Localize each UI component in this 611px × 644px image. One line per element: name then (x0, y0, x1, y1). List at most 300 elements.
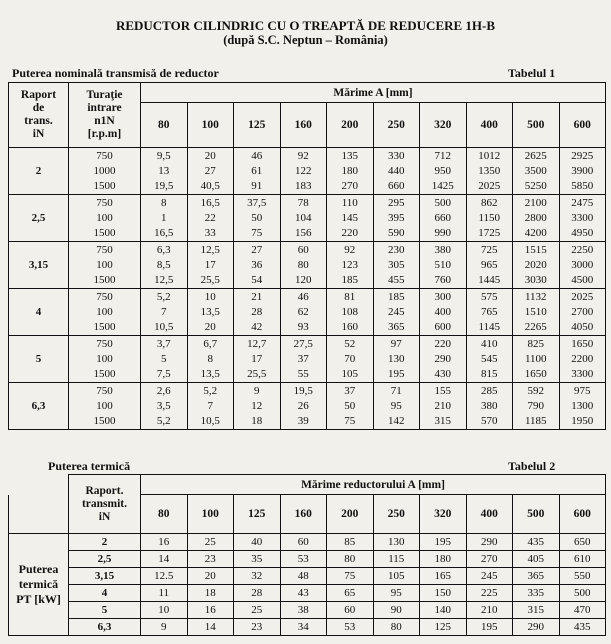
power-value: 6,3 (156, 243, 171, 256)
power-value: 120 (295, 273, 312, 286)
thermal-value: 95 (373, 585, 420, 602)
power-value: 712 (434, 149, 451, 162)
size-header: 500 (513, 495, 560, 534)
power-cell (280, 289, 327, 336)
speed-value: 750 (96, 290, 113, 303)
blank-corner (9, 475, 69, 495)
power-value: 9 (254, 384, 260, 397)
power-value: 33 (204, 226, 216, 239)
power-value: 825 (527, 337, 544, 350)
power-value: 2265 (524, 320, 547, 333)
power-cell (234, 383, 281, 430)
size-header: 100 (187, 103, 234, 148)
power-value: 8 (207, 352, 213, 365)
power-value: 21 (251, 290, 263, 303)
document-title: REDUCTOR CILINDRIC CU O TREAPTĂ DE REDUCERE 1H-B (115, 18, 496, 33)
power-cell (559, 336, 606, 383)
thermal-value: 225 (466, 585, 513, 602)
thermal-value: 40 (234, 534, 281, 551)
thermal-value: 38 (280, 602, 327, 619)
size-header: 250 (373, 103, 420, 148)
thermal-power-table (8, 474, 606, 636)
power-value: 395 (388, 211, 405, 224)
power-value: 1 (161, 211, 167, 224)
thermal-value: 60 (327, 602, 374, 619)
power-value: 1650 (524, 367, 547, 380)
power-value: 50 (344, 399, 356, 412)
power-cell (513, 289, 560, 336)
thermal-value: 12.5 (141, 568, 188, 585)
power-value: 455 (388, 273, 405, 286)
power-value: 105 (341, 367, 358, 380)
power-value: 160 (341, 320, 358, 333)
speed-value: 100 (96, 399, 113, 412)
power-value: 20 (204, 149, 216, 162)
power-cell (280, 336, 327, 383)
power-cell (327, 195, 374, 242)
table-row (9, 148, 606, 195)
thermal-value: 18 (187, 585, 234, 602)
power-value: 8,5 (156, 258, 171, 271)
speed-cell (69, 383, 141, 430)
speed-value: 100 (96, 305, 113, 318)
power-cell (513, 336, 560, 383)
thermal-value: 53 (327, 619, 374, 636)
power-value: 440 (388, 164, 405, 177)
power-value: 155 (434, 384, 451, 397)
power-cell (280, 195, 327, 242)
power-value: 4500 (571, 273, 594, 286)
power-value: 37 (297, 352, 309, 365)
power-cell (187, 336, 234, 383)
power-value: 5,2 (203, 384, 218, 397)
table-row (9, 383, 606, 430)
speed-cell (69, 336, 141, 383)
power-value: 2025 (571, 290, 594, 303)
power-cell (466, 336, 513, 383)
power-value: 10,5 (154, 320, 174, 333)
thermal-value: 25 (187, 534, 234, 551)
table-row (9, 195, 606, 242)
thermal-value: 80 (373, 619, 420, 636)
thermal-value: 85 (327, 534, 374, 551)
thermal-value: 14 (141, 551, 188, 568)
power-cell (234, 148, 281, 195)
power-value: 400 (434, 305, 451, 318)
speed-value: 100 (96, 258, 113, 271)
size-header: 125 (234, 103, 281, 148)
power-value: 1145 (478, 320, 501, 333)
power-value: 5,2 (156, 290, 171, 303)
thermal-value: 125 (420, 619, 467, 636)
power-value: 6,7 (203, 337, 218, 350)
size-header: 400 (466, 495, 513, 534)
power-value: 1350 (478, 164, 501, 177)
power-value: 315 (434, 414, 451, 427)
size-header: 320 (420, 495, 467, 534)
power-value: 3,5 (156, 399, 171, 412)
table-row (9, 336, 606, 383)
power-value: 4050 (571, 320, 594, 333)
power-value: 660 (434, 211, 451, 224)
power-value: 510 (434, 258, 451, 271)
power-value: 16,5 (200, 196, 220, 209)
ratio-cell: 2,5 (69, 551, 141, 568)
power-value: 93 (297, 320, 309, 333)
table-row (9, 242, 606, 289)
table1-caption: Puterea nominală transmisă de reductor (12, 66, 219, 80)
power-value: 545 (481, 352, 498, 365)
ratio-cell: 5 (9, 336, 69, 383)
power-value: 1132 (524, 290, 547, 303)
power-value: 7 (161, 305, 167, 318)
power-value: 380 (434, 243, 451, 256)
power-value: 230 (388, 243, 405, 256)
ratio-cell: 3,15 (9, 242, 69, 289)
thermal-value: 80 (327, 551, 374, 568)
thermal-value: 365 (513, 568, 560, 585)
power-value: 660 (388, 179, 405, 192)
power-value: 39 (297, 414, 309, 427)
power-cell (141, 289, 188, 336)
table-row (9, 585, 606, 602)
power-cell (234, 336, 281, 383)
power-value: 1185 (524, 414, 547, 427)
speed-header: Turaţie intrare n1N [r.p.m] (69, 83, 141, 148)
size-header: 80 (141, 495, 188, 534)
power-value: 10,5 (200, 414, 220, 427)
power-cell (141, 148, 188, 195)
size-header: 200 (327, 103, 374, 148)
power-value: 3000 (571, 258, 594, 271)
table2-caption: Puterea termică (48, 459, 131, 473)
power-value: 50 (251, 211, 263, 224)
power-cell (141, 336, 188, 383)
power-value: 10 (204, 290, 216, 303)
power-cell (327, 336, 374, 383)
thermal-value: 48 (280, 568, 327, 585)
thermal-value: 650 (559, 534, 606, 551)
power-value: 8 (161, 196, 167, 209)
document-subtitle: (după S.C. Neptun – România) (223, 33, 388, 47)
thermal-value: 150 (420, 585, 467, 602)
power-cell (141, 383, 188, 430)
power-cell (187, 195, 234, 242)
thermal-power-label (9, 534, 69, 636)
power-value: 592 (527, 384, 544, 397)
thermal-value: 16 (187, 602, 234, 619)
power-value: 3500 (524, 164, 547, 177)
power-cell (187, 289, 234, 336)
power-value: 42 (251, 320, 263, 333)
power-value: 70 (344, 352, 356, 365)
power-value: 4200 (524, 226, 547, 239)
thermal-value: 75 (327, 568, 374, 585)
power-value: 2800 (524, 211, 547, 224)
power-value: 2020 (524, 258, 547, 271)
power-cell (187, 148, 234, 195)
thermal-value: 610 (559, 551, 606, 568)
thermal-value: 32 (234, 568, 281, 585)
power-value: 220 (434, 337, 451, 350)
size-group-header: Mărime reductorului A [mm] (141, 475, 606, 495)
power-cell (280, 148, 327, 195)
power-value: 990 (434, 226, 451, 239)
power-value: 40,5 (200, 179, 220, 192)
power-value: 220 (341, 226, 358, 239)
thermal-value: 105 (373, 568, 420, 585)
ratio-cell: 6,3 (9, 383, 69, 430)
power-value: 965 (481, 258, 498, 271)
power-value: 4950 (571, 226, 594, 239)
power-value: 1725 (478, 226, 501, 239)
power-cell (234, 242, 281, 289)
power-value: 1445 (478, 273, 501, 286)
power-value: 27 (204, 164, 216, 177)
power-value: 2025 (478, 179, 501, 192)
label-line: PT [kW] (16, 592, 61, 606)
thermal-value: 115 (373, 551, 420, 568)
power-value: 2475 (571, 196, 594, 209)
power-value: 60 (297, 243, 309, 256)
power-cell (466, 242, 513, 289)
power-value: 2,6 (156, 384, 171, 397)
power-cell (141, 242, 188, 289)
power-value: 26 (297, 399, 309, 412)
thermal-value: 335 (513, 585, 560, 602)
power-cell (559, 242, 606, 289)
thermal-value: 11 (141, 585, 188, 602)
power-cell (280, 383, 327, 430)
power-value: 28 (251, 305, 263, 318)
power-value: 18 (251, 414, 263, 427)
power-cell (513, 242, 560, 289)
power-value: 760 (434, 273, 451, 286)
power-value: 75 (344, 414, 356, 427)
power-cell (141, 195, 188, 242)
power-value: 600 (434, 320, 451, 333)
power-value: 1425 (431, 179, 454, 192)
thermal-value: 195 (420, 534, 467, 551)
power-cell (187, 383, 234, 430)
power-value: 46 (251, 149, 263, 162)
size-header: 125 (234, 495, 281, 534)
power-value: 16,5 (154, 226, 174, 239)
power-cell (373, 383, 420, 430)
power-value: 123 (341, 258, 358, 271)
power-value: 7,5 (156, 367, 171, 380)
power-value: 145 (341, 211, 358, 224)
power-value: 3030 (524, 273, 547, 286)
power-value: 3300 (571, 367, 594, 380)
ratio-cell: 2 (69, 534, 141, 551)
thermal-value: 9 (141, 619, 188, 636)
power-value: 25,5 (247, 367, 267, 380)
power-cell (373, 195, 420, 242)
size-header: 320 (420, 103, 467, 148)
power-value: 92 (344, 243, 356, 256)
power-value: 55 (297, 367, 309, 380)
thermal-value: 245 (466, 568, 513, 585)
table2-label: Tabelul 2 (508, 459, 556, 473)
ratio-header: Raport. transmit. iN (69, 475, 141, 534)
thermal-value: 34 (280, 619, 327, 636)
power-value: 2700 (571, 305, 594, 318)
power-value: 815 (481, 367, 498, 380)
power-cell (327, 383, 374, 430)
power-value: 3900 (571, 164, 594, 177)
speed-cell (69, 242, 141, 289)
speed-value: 100 (96, 211, 113, 224)
power-value: 61 (251, 164, 263, 177)
power-cell (420, 336, 467, 383)
power-value: 1300 (571, 399, 594, 412)
power-value: 108 (341, 305, 358, 318)
table-row (9, 534, 606, 551)
size-header: 160 (280, 495, 327, 534)
power-cell (327, 148, 374, 195)
blank-corner (9, 495, 69, 534)
size-header: 100 (187, 495, 234, 534)
table-row (9, 568, 606, 585)
power-value: 80 (297, 258, 309, 271)
power-value: 1012 (478, 149, 501, 162)
power-cell (373, 148, 420, 195)
thermal-value: 10 (141, 602, 188, 619)
power-value: 62 (297, 305, 309, 318)
power-value: 2250 (571, 243, 594, 256)
power-value: 295 (388, 196, 405, 209)
speed-value: 1500 (93, 320, 116, 333)
thermal-value: 140 (420, 602, 467, 619)
power-value: 52 (344, 337, 356, 350)
thermal-value: 28 (234, 585, 281, 602)
ratio-cell: 4 (69, 585, 141, 602)
size-header: 600 (559, 103, 606, 148)
size-header: 600 (559, 495, 606, 534)
power-value: 270 (341, 179, 358, 192)
power-value: 12,5 (154, 273, 174, 286)
power-value: 27,5 (293, 337, 313, 350)
power-value: 1100 (524, 352, 547, 365)
power-value: 290 (434, 352, 451, 365)
size-header: 200 (327, 495, 374, 534)
power-value: 1650 (571, 337, 594, 350)
thermal-value: 35 (234, 551, 281, 568)
power-value: 71 (390, 384, 402, 397)
power-value: 725 (481, 243, 498, 256)
thermal-value: 25 (234, 602, 281, 619)
power-value: 430 (434, 367, 451, 380)
power-value: 1515 (524, 243, 547, 256)
size-header: 80 (141, 103, 188, 148)
power-value: 104 (295, 211, 312, 224)
thermal-value: 550 (559, 568, 606, 585)
power-cell (327, 289, 374, 336)
power-cell (420, 148, 467, 195)
power-value: 330 (388, 149, 405, 162)
power-value: 765 (481, 305, 498, 318)
power-value: 19,5 (293, 384, 313, 397)
thermal-value: 435 (513, 534, 560, 551)
power-value: 365 (388, 320, 405, 333)
power-value: 1510 (524, 305, 547, 318)
power-cell (420, 242, 467, 289)
thermal-value: 290 (513, 619, 560, 636)
size-header: 250 (373, 495, 420, 534)
size-header: 400 (466, 103, 513, 148)
power-cell (420, 383, 467, 430)
ratio-cell: 5 (69, 602, 141, 619)
thermal-value: 65 (327, 585, 374, 602)
power-value: 110 (341, 196, 358, 209)
power-cell (513, 148, 560, 195)
power-value: 3,7 (156, 337, 171, 350)
power-value: 12,7 (247, 337, 267, 350)
thermal-value: 14 (187, 619, 234, 636)
power-value: 54 (251, 273, 263, 286)
power-value: 245 (388, 305, 405, 318)
power-cell (466, 148, 513, 195)
power-value: 9,5 (156, 149, 171, 162)
power-cell (420, 289, 467, 336)
power-value: 950 (434, 164, 451, 177)
nominal-power-table (8, 82, 606, 430)
power-value: 862 (481, 196, 498, 209)
power-value: 12 (251, 399, 263, 412)
power-value: 25,5 (200, 273, 220, 286)
thermal-value: 470 (559, 602, 606, 619)
power-value: 790 (527, 399, 544, 412)
power-cell (327, 242, 374, 289)
table1-label: Tabelul 1 (508, 66, 556, 80)
power-cell (513, 383, 560, 430)
speed-value: 750 (96, 149, 113, 162)
power-value: 5250 (524, 179, 547, 192)
power-value: 142 (388, 414, 405, 427)
power-value: 183 (295, 179, 312, 192)
speed-cell (69, 148, 141, 195)
power-value: 3300 (571, 211, 594, 224)
power-cell (234, 289, 281, 336)
power-value: 37,5 (247, 196, 267, 209)
power-value: 13,5 (200, 367, 220, 380)
power-value: 75 (251, 226, 263, 239)
speed-value: 750 (96, 384, 113, 397)
ratio-cell: 2,5 (9, 195, 69, 242)
ratio-cell: 3,15 (69, 568, 141, 585)
thermal-value: 195 (466, 619, 513, 636)
power-cell (187, 242, 234, 289)
thermal-value: 500 (559, 585, 606, 602)
power-value: 500 (434, 196, 451, 209)
power-cell (373, 336, 420, 383)
power-value: 135 (341, 149, 358, 162)
power-value: 1950 (571, 414, 594, 427)
power-value: 7 (207, 399, 213, 412)
speed-value: 1500 (93, 273, 116, 286)
power-value: 570 (481, 414, 498, 427)
power-cell (234, 195, 281, 242)
power-cell (466, 195, 513, 242)
thermal-value: 290 (466, 534, 513, 551)
power-value: 185 (341, 273, 358, 286)
size-header: 160 (280, 103, 327, 148)
thermal-value: 60 (280, 534, 327, 551)
ratio-cell: 4 (9, 289, 69, 336)
power-value: 195 (388, 367, 405, 380)
thermal-value: 165 (420, 568, 467, 585)
